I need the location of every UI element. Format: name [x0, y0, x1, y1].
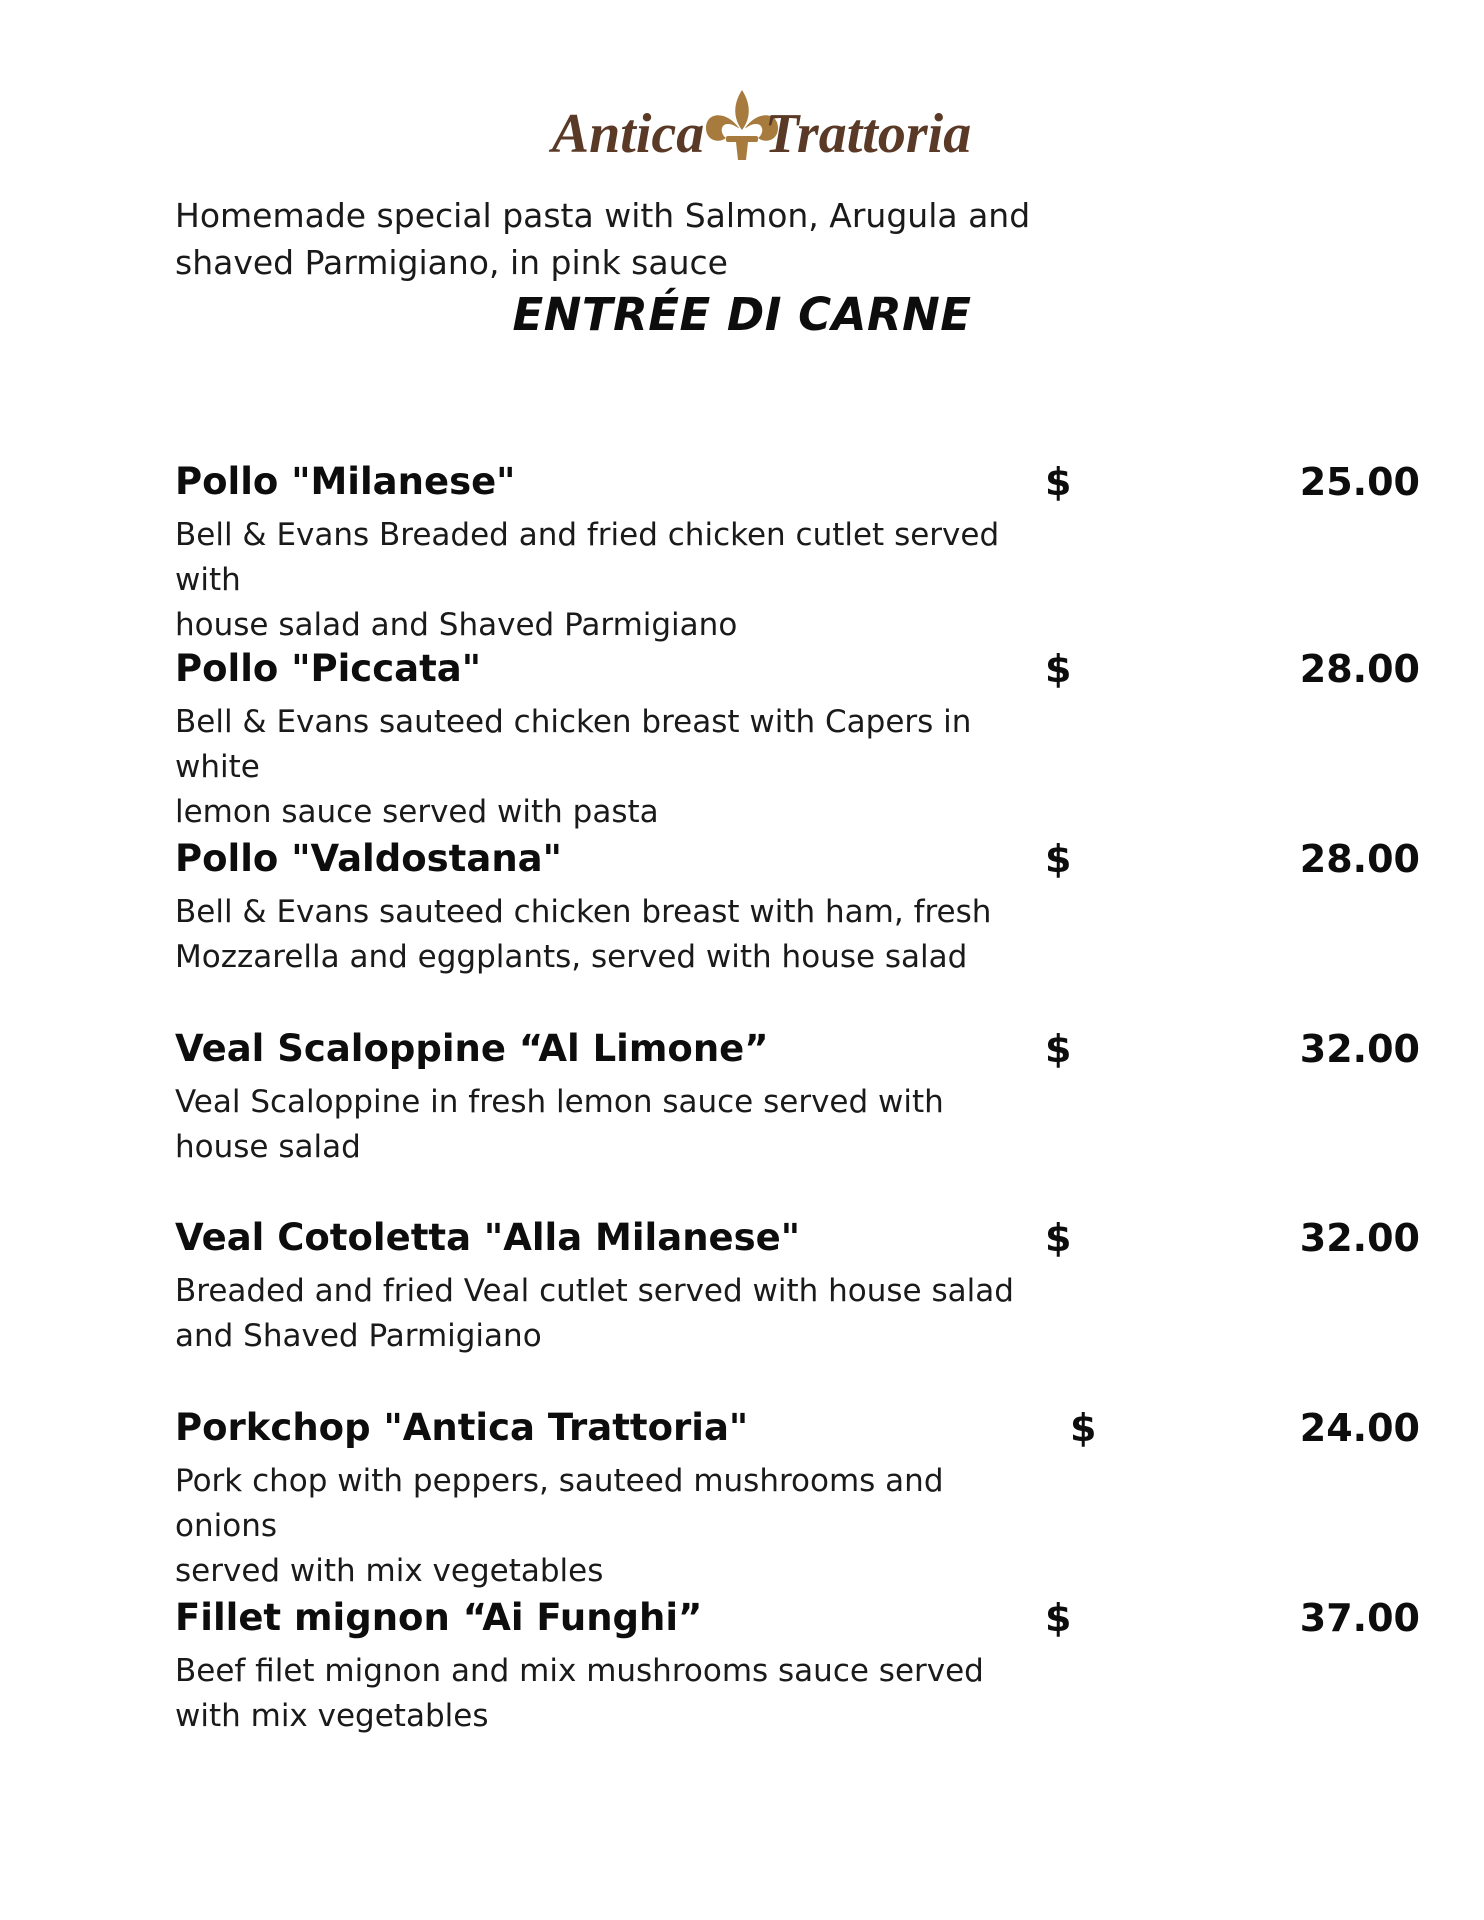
item-name: Fillet mignon “Ai Funghi”	[175, 1596, 703, 1639]
item-description	[175, 1080, 1055, 1170]
description-line: Veal Scaloppine in fresh lemon sauce served with	[175, 1084, 944, 1120]
item-description	[175, 1269, 1055, 1359]
menu-item	[175, 1213, 1420, 1363]
description-line: Bell & Evans sauteed chicken breast with ham, fresh	[175, 894, 992, 930]
item-name: Veal Scaloppine “Al Limone”	[175, 1027, 769, 1070]
price-amount: 37.00	[1299, 1596, 1420, 1640]
description-line: Mozzarella and eggplants, served with house salad	[175, 939, 968, 975]
item-name: Pollo "Milanese"	[175, 460, 516, 503]
item-price	[1045, 644, 1420, 694]
currency-symbol: $	[1045, 837, 1072, 881]
description-line: Beef filet mignon and mix mushrooms sauce served	[175, 1653, 984, 1689]
item-price	[1045, 1024, 1420, 1074]
description-line: house salad	[175, 1129, 361, 1165]
currency-symbol: $	[1045, 1027, 1072, 1071]
item-name: Pollo "Piccata"	[175, 647, 482, 690]
description-line: Pork chop with peppers, sauteed mushrooms and onions	[175, 1463, 944, 1544]
price-amount: 24.00	[1299, 1406, 1420, 1450]
description-line: served with mix vegetables	[175, 1553, 604, 1589]
currency-symbol: $	[1045, 1216, 1072, 1260]
intro-line-1: Homemade special pasta with Salmon, Arugula and	[175, 196, 1031, 235]
item-name: Porkchop "Antica Trattoria"	[175, 1406, 749, 1449]
item-name: Veal Cotoletta "Alla Milanese"	[175, 1216, 801, 1259]
menu-item	[175, 1593, 1420, 1743]
currency-symbol: $	[1045, 1596, 1072, 1640]
intro-line-2: shaved Parmigiano, in pink sauce	[175, 243, 728, 282]
item-name: Pollo "Valdostana"	[175, 837, 562, 880]
price-amount: 28.00	[1299, 647, 1420, 691]
item-price	[1045, 1403, 1420, 1453]
menu-item	[175, 644, 1420, 830]
section-title: ENTRÉE DI CARNE	[512, 288, 972, 341]
description-line: and Shaved Parmigiano	[175, 1318, 542, 1354]
price-amount: 28.00	[1299, 837, 1420, 881]
item-price	[1045, 834, 1420, 884]
description-line: house salad and Shaved Parmigiano	[175, 607, 738, 643]
description-line: Bell & Evans Breaded and fried chicken cutlet served with	[175, 517, 1000, 598]
menu-item	[175, 834, 1420, 984]
item-description	[175, 1649, 1055, 1739]
price-amount: 32.00	[1299, 1027, 1420, 1071]
intro-description	[175, 192, 1075, 286]
item-price	[1045, 1593, 1420, 1643]
item-description	[175, 513, 1055, 648]
item-description	[175, 890, 1055, 980]
antica-trattoria-logo	[510, 80, 980, 190]
price-amount: 25.00	[1299, 460, 1420, 504]
description-line: Bell & Evans sauteed chicken breast with Capers in white	[175, 704, 972, 785]
description-line: Breaded and fried Veal cutlet served with house salad	[175, 1273, 1014, 1309]
currency-symbol: $	[1070, 1406, 1097, 1450]
svg-text:Trattoria: Trattoria	[764, 103, 972, 165]
currency-symbol: $	[1045, 460, 1072, 504]
currency-symbol: $	[1045, 647, 1072, 691]
description-line: with mix vegetables	[175, 1698, 489, 1734]
item-price	[1045, 1213, 1420, 1263]
item-price	[1045, 457, 1420, 507]
menu-item	[175, 1024, 1420, 1174]
menu-item	[175, 1403, 1420, 1589]
menu-item	[175, 457, 1420, 643]
item-description	[175, 1459, 1055, 1594]
description-line: lemon sauce served with pasta	[175, 794, 659, 830]
price-amount: 32.00	[1299, 1216, 1420, 1260]
item-description	[175, 700, 1055, 835]
svg-text:Antica: Antica	[551, 103, 705, 165]
